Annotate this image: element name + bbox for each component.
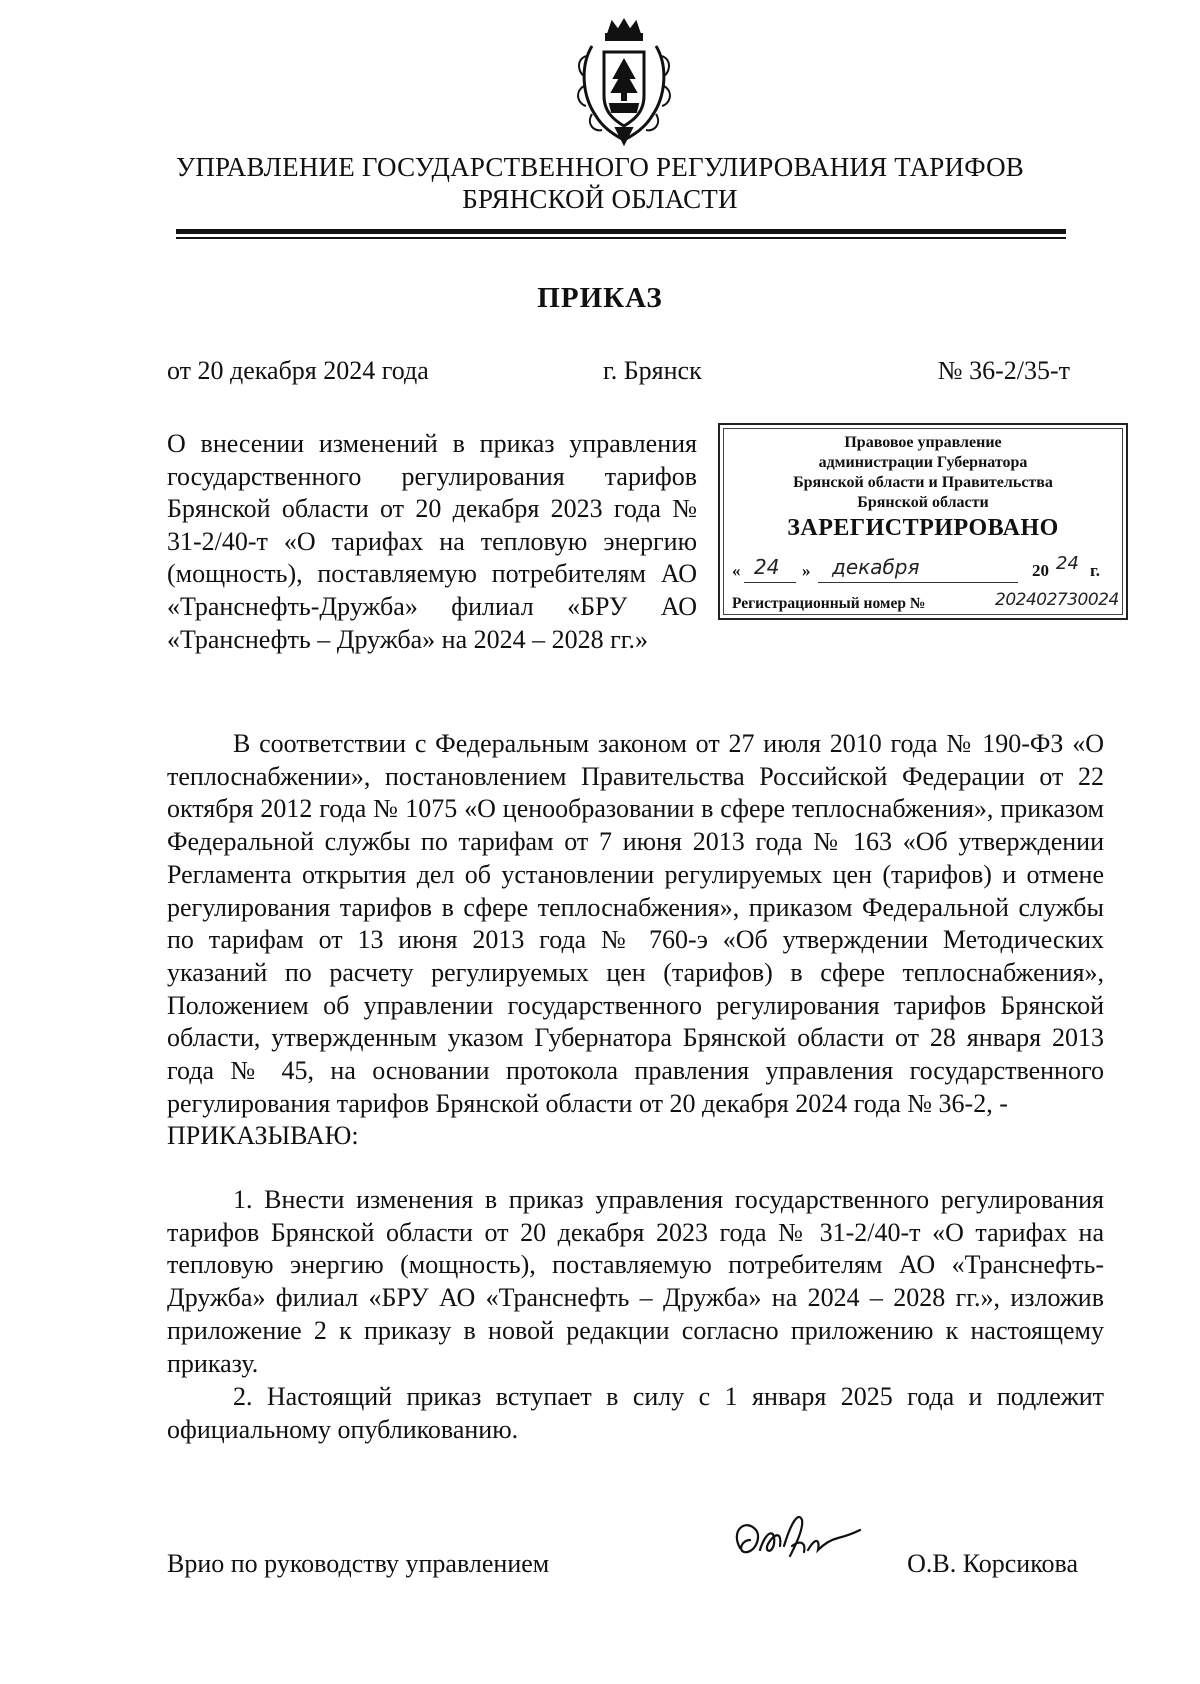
preamble-paragraph <box>167 728 1104 1153</box>
organization-name-line-2: БРЯНСКОЙ ОБЛАСТИ <box>462 184 738 214</box>
document-city: г. Брянск <box>603 356 702 385</box>
stamp-registered-label: ЗАРЕГИСТРИРОВАНО <box>787 515 1059 541</box>
stamp-month-underline <box>818 582 1018 583</box>
order-item-1: 1. Внести изменения в приказ управления государственного регулирования тарифов Брянской области от 20 декабря 2023 года № 31-2/40-т «О тарифах на тепловую энергию (мощность), поставляемую потребителям АО «Транснефть-Дружба» филиал «БРУ АО «Транснефть – Дружба» на 2024 – 2028 гг.», изложив приложение 2 к приказу в новой редакции согласно приложению к настоящему приказу. <box>167 1185 1104 1378</box>
header-divider-thin <box>176 237 1066 239</box>
stamp-regnum-label: Регистрационный номер № <box>732 595 926 612</box>
stamp-year-prefix: 20 <box>1032 561 1049 580</box>
stamp-quote-close: » <box>802 561 811 580</box>
directive-word: ПРИКАЗЫВАЮ: <box>167 1121 359 1151</box>
signer-position: Врио по руководству управлением <box>167 1549 550 1578</box>
stamp-line-3: Брянской области и Правительства <box>793 474 1053 491</box>
header-divider-thick <box>176 229 1066 234</box>
stamp-date-row <box>732 553 1122 583</box>
stamp-year-unit: г. <box>1090 561 1101 580</box>
document-number: № 36-2/35-т <box>937 356 1070 385</box>
stamp-regnum-value: 202402730024 <box>995 590 1119 610</box>
stamp-line-2: администрации Губернатора <box>818 454 1028 471</box>
handwritten-signature-icon <box>720 1500 870 1580</box>
stamp-line-1: Правовое управление <box>844 434 1002 451</box>
stamp-line-4: Брянской области <box>857 494 989 511</box>
signer-name: О.В. Корсикова <box>907 1549 1078 1578</box>
document-date: от 20 декабря 2024 года <box>167 356 429 385</box>
stamp-month: декабря <box>832 555 920 579</box>
registration-stamp <box>718 423 1128 620</box>
stamp-day: 24 <box>754 555 780 579</box>
preamble-text: В соответствии с Федеральным законом от 27 июля 2010 года № 190-ФЗ «О теплоснабжении», постановлением Правительства Российской Федерации от 22 октября 2012 года № 1075 «О ценообразовании в сфере теплоснабжения», приказом Федеральной службы по тарифам от 7 июня 2013 года № 163 «Об утверждении Регламента открытия дел об установлении регулируемых цен (тарифов) и отмене регулирования тарифов в сфере теплоснабжения», приказом Федеральной службы по тарифам от 13 июня 2013 года № 760-э «Об утверждении Методических указаний по расчету регулируемых цен (тарифов) в сфере теплоснабжения», Положением об управлении государственного регулирования тарифов Брянской области, утвержденным указом Губернатора Брянской области от 28 января 2013 года № 45, на основании протокола правления управления государственного регулирования тарифов Брянской области от 20 декабря 2024 года № 36-2, - <box>167 729 1104 1118</box>
stamp-year-suffix: 24 <box>1056 553 1079 574</box>
coat-of-arms-icon <box>572 16 676 148</box>
stamp-quote-open: « <box>732 561 741 580</box>
order-item-2: 2. Настоящий приказ вступает в силу с 1 января 2025 года и подлежит официальному опубликованию. <box>167 1382 1104 1444</box>
stamp-day-underline <box>744 582 796 583</box>
document-subject: О внесении изменений в приказ управления государственного регулирования тарифов Брянской области от 20 декабря 2023 года № 31-2/40-т «О тарифах на тепловую энергию (мощность), поставляемую потребителям АО «Транснефть-Дружба» филиал «БРУ АО «Транснефть – Дружба» на 2024 – 2028 гг.» <box>167 429 697 654</box>
document-title: ПРИКАЗ <box>537 282 663 314</box>
stamp-regnum-row <box>732 590 1127 617</box>
organization-name-line-1: УПРАВЛЕНИЕ ГОСУДАРСТВЕННОГО РЕГУЛИРОВАНИЯ ТАРИФОВ <box>176 152 1024 182</box>
